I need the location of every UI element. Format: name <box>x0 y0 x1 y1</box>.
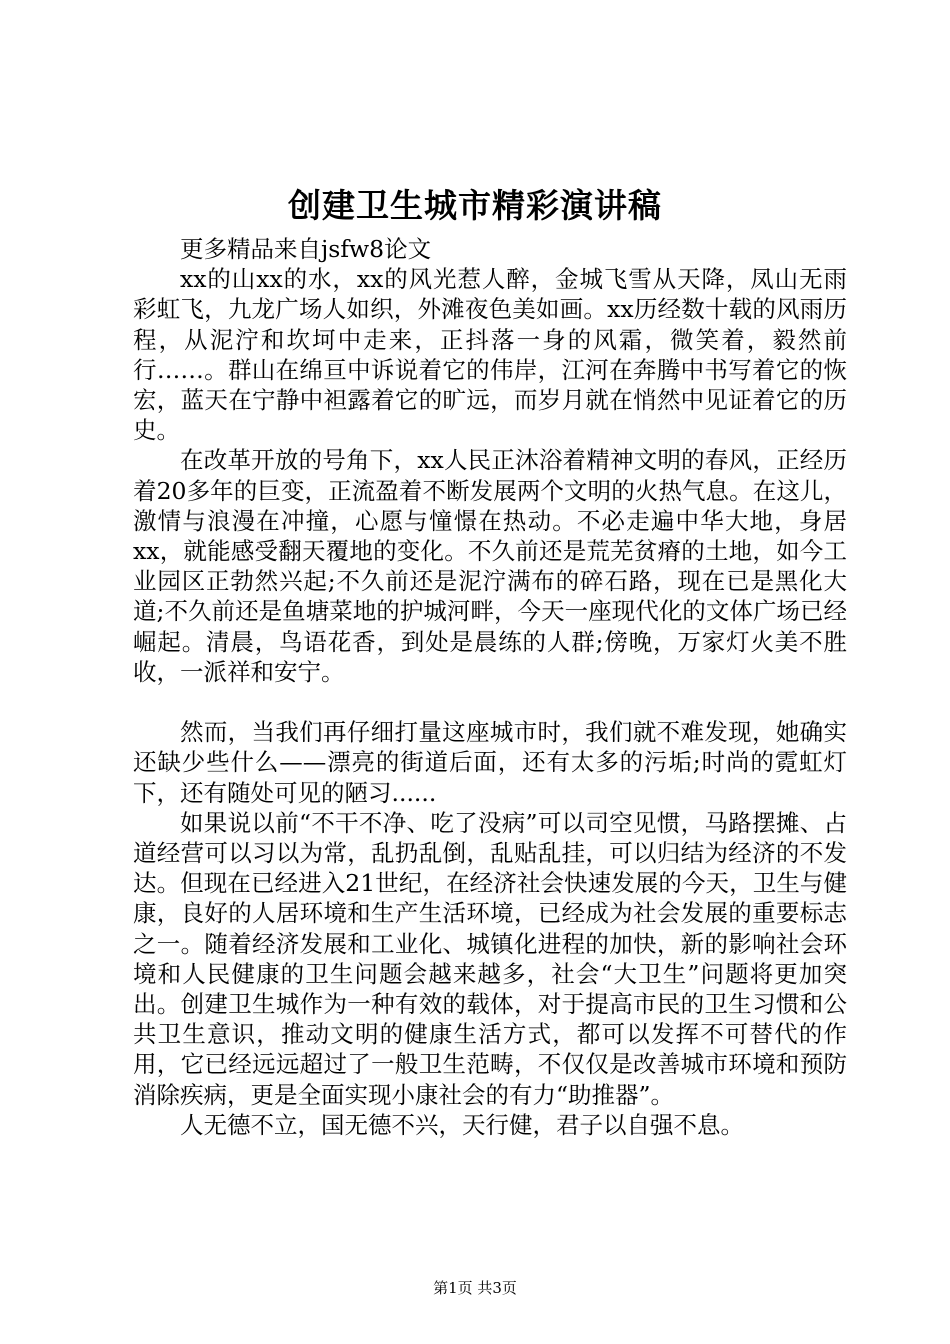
page-footer: 第1页 共3页 <box>433 1279 517 1297</box>
document-title: 创建卫生城市精彩演讲稿 <box>288 186 662 225</box>
paragraph-4: 如果说以前“不干不净、吃了没病”可以司空见惯，马路摆摊、占道经营可以习以为常，乱扔乱倒，乱贴乱挂，可以归结为经济的不发达。但现在已经进入21世纪，在经济社会快速发展的今天，卫生与健康，良好的人居环境和生产生活环境，已经成为社会发展的重要标志之一。随着经济发展和工业化、城镇化进程的加快，新的影响社会环境和人民健康的卫生问题会越来越多，社会“大卫生”问题将更加突出。创建卫生城作为一种有效的载体，对于提高市民的卫生习惯和公共卫生意识，推动文明的健康生活方式，都可以发挥不可替代的作用，它已经远远超过了一般卫生范畴，不仅仅是改善城市环境和预防消除疾病，更是全面实现小康社会的有力“助推器”。 <box>133 808 847 1109</box>
paragraph-3: 然而，当我们再仔细打量这座城市时，我们就不难发现，她确实还缺少些什么——漂亮的街道后面，还有太多的污垢;时尚的霓虹灯下，还有随处可见的陋习...... <box>133 718 847 807</box>
source-line: 更多精品来自jsfw8论文 <box>180 235 432 263</box>
paragraph-2: 在改革开放的号角下，xx人民正沐浴着精神文明的春风，正经历着20多年的巨变，正流盈着不断发展两个文明的火热气息。在这儿，激情与浪漫在冲撞，心愿与憧憬在热动。不必走遍中华大地，身居xx，就能感受翻天覆地的变化。不久前还是荒芜贫瘠的土地，如今工业园区正勃然兴起;不久前还是泥泞满布的碎石路，现在已是黑化大道;不久前还是鱼塘菜地的护城河畔，今天一座现代化的文体广场已经崛起。清晨，鸟语花香，到处是晨练的人群;傍晚，万家灯火美不胜收，一派祥和安宁。 <box>133 446 847 686</box>
document-body <box>133 234 847 1140</box>
paragraph-5: 人无德不立，国无德不兴，天行健，君子以自强不息。 <box>180 1110 744 1139</box>
paragraph-1: xx的山xx的水，xx的风光惹人醉，金城飞雪从天降，凤山无雨彩虹飞，九龙广场人如织，外滩夜色美如画。xx历经数十载的风雨历程，从泥泞和坎坷中走来，正抖落一身的风霜，微笑着，毅然前行……。群山在绵亘中诉说着它的伟岸，江河在奔腾中书写着它的恢宏，蓝天在宁静中袒露着它的旷远，而岁月就在悄然中见证着它的历史。 <box>133 265 847 445</box>
blank-line <box>133 687 847 717</box>
